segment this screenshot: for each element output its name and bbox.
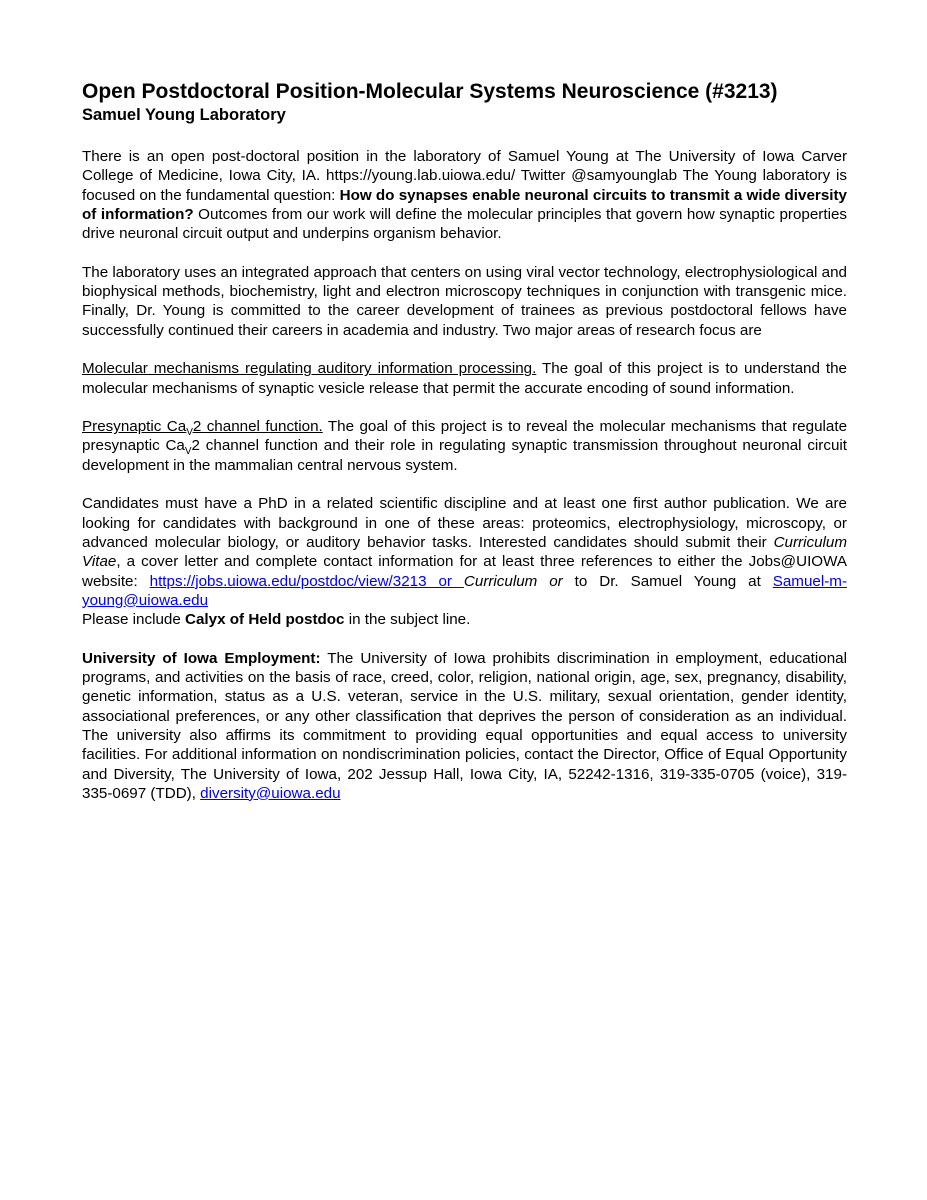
candidates-text-3: to Dr. Samuel Young at: [562, 572, 773, 590]
lab-name: Samuel Young Laboratory: [82, 106, 286, 124]
focus-area-2-text-continued: 2 channel function and their role in regulating synaptic transmission throughout neuronal circuit development in the mammalian central nervous system.: [82, 437, 847, 474]
page-title: Open Postdoctoral Position-Molecular Systems Neuroscience (#3213): [82, 80, 778, 103]
focus-area-1-heading: Molecular mechanisms regulating auditory information processing.: [82, 360, 537, 378]
approach-paragraph: The laboratory uses an integrated approach that centers on using viral vector technology, electrophysiological and biophysical methods, biochemistry, light and electron microscopy techniques in conjunction with transgenic mice. Finally, Dr. Young is committed to the career development of trainees as previous postdoctoral fellows have successfully continued their careers in academia and industry. Two major areas of research focus are: [82, 263, 847, 339]
subject-pre: Please include: [82, 611, 186, 629]
focus-area-2-text: The goal of this project is to reveal the molecular mechanisms that regulate presynaptic Ca: [82, 418, 848, 455]
candidates-text-2: , a cover letter and complete contact information for at least three references to either the Jobs@UIOWA website:: [82, 553, 847, 590]
intro-text-continued: Outcomes from our work will define the molecular principles that govern how synaptic properties drive neuronal circuit output and underpins organism behavior.: [82, 205, 847, 243]
focus-area-1-text: The goal of this project is to understand the molecular mechanisms of synaptic vesicle release that permit the accurate encoding of sound information.: [82, 360, 847, 397]
candidates-paragraph: [82, 494, 847, 610]
key-question: How do synapses enable neuronal circuits to transmit a wide diversity of information?: [82, 186, 847, 223]
contact-email-link[interactable]: Samuel-m-young@uiowa.edu: [82, 572, 847, 609]
focus-area-2: [82, 417, 847, 475]
jobs-link[interactable]: https://jobs.uiowa.edu/postdoc/view/3213 or: [149, 572, 464, 590]
document-body: [82, 80, 847, 803]
subject-post: in the subject line.: [344, 611, 471, 629]
intro-text: There is an open post-doctoral position in the laboratory of Samuel Young at The University of Iowa Carver College of Medicine, Iowa City, IA. https://young.lab.uiowa.edu/ Twitter @samyounglab The Young laboratory is focused on the fundamental question:: [82, 148, 847, 204]
focus-area-2-heading-subscript: V: [186, 427, 193, 439]
focus-area-2-subscript: V: [184, 446, 192, 458]
diversity-email-link[interactable]: diversity@uiowa.edu: [200, 784, 341, 802]
employment-paragraph: [82, 649, 847, 803]
curriculum-vitae: Curriculum Vitae: [82, 533, 847, 571]
focus-area-2-heading: [82, 418, 323, 439]
intro-paragraph: [82, 147, 847, 243]
subject-line-note: [82, 610, 847, 629]
focus-area-2-heading-pre: Presynaptic Ca: [82, 418, 187, 436]
candidates-text: Candidates must have a PhD in a related scientific discipline and at least one first author publication. We are looking for candidates with background in one of these areas: proteomics, electrophysiology, microscopy, or advanced molecular biology, or auditory behavior tasks. Interested candidates should submit their: [82, 495, 847, 551]
focus-area-2-heading-post: 2 channel function.: [192, 418, 323, 436]
employment-heading: University of Iowa Employment:: [82, 649, 321, 667]
employment-text: The University of Iowa prohibits discrimination in employment, educational programs, and activities on the basis of race, creed, color, religion, national origin, age, sex, pregnancy, disability, genetic information, status as a U.S. veteran, service in the U.S. military, sexual orientation, gender identity, associational preferences, or any other classification that deprives the person of consideration as an individual. The university also affirms its commitment to providing equal opportunities and equal access to university facilities. For additional information on nondiscrimination policies, contact the Director, Office of Equal Opportunity and Diversity, The University of Iowa, 202 Jessup Hall, Iowa City, IA, 52242-1316, 319-335-0705 (voice), 319-335-0697 (TDD),: [82, 649, 847, 802]
subject-line: Calyx of Held postdoc: [185, 611, 345, 629]
curriculum-or: Curriculum or: [463, 572, 563, 590]
focus-area-1: [82, 359, 847, 398]
